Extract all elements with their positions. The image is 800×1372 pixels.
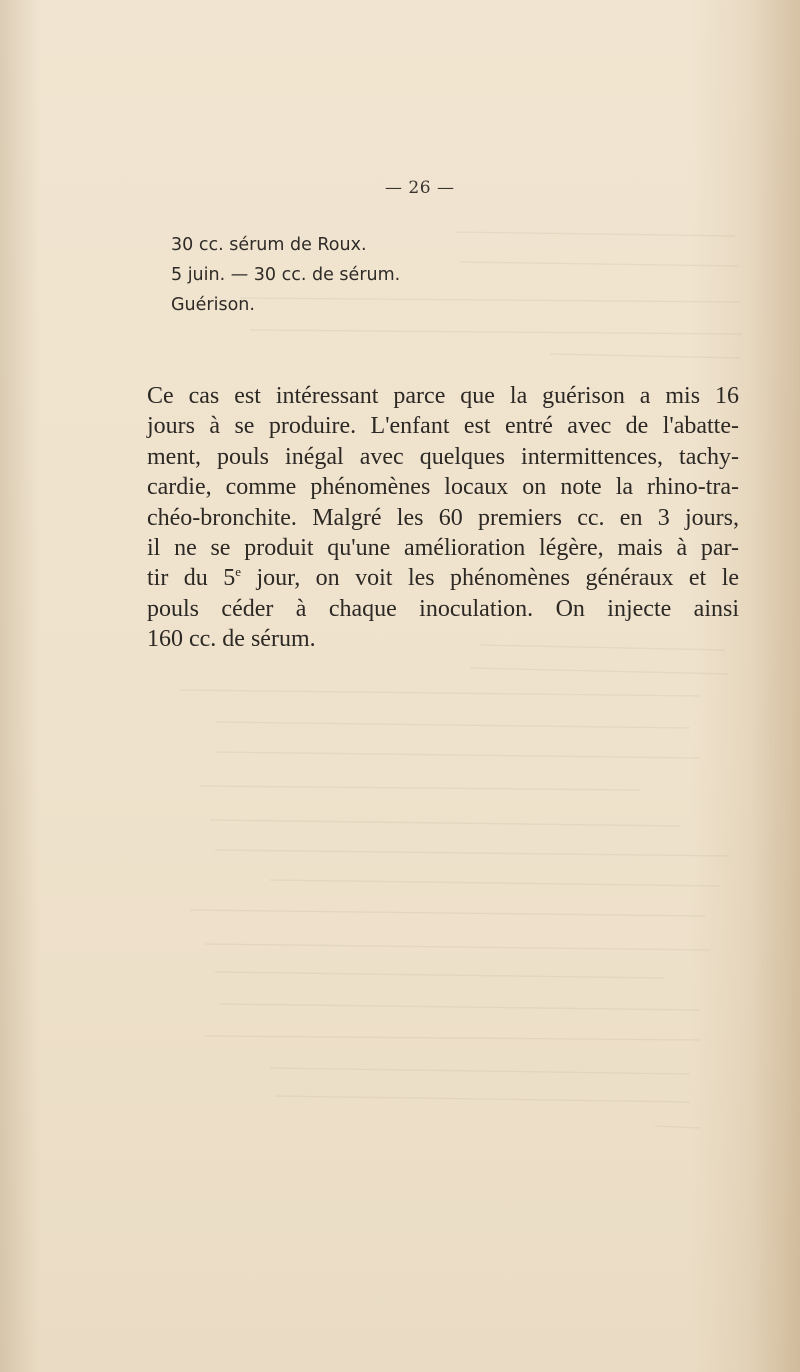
paragraph-line-5: chéo-bronchite. Malgré les 60 premiers cc. en 3 jours, [147,504,739,531]
paragraph-line-2: jours à se produire. L'enfant est entré avec de l'abatte- [147,413,739,440]
paragraph-line-7 [147,563,739,593]
note-line-2: 5 juin. — 30 cc. de sérum. [171,265,401,285]
case-notes [171,230,591,320]
line-7-end: jour, on voit les phénomènes généraux et le [241,565,740,592]
paragraph-line-9: 160 cc. de sérum. [147,626,316,653]
paragraph-line-3: ment, pouls inégal avec quelques intermittences, tachy- [147,443,739,470]
note-line-1: 30 cc. sérum de Roux. [171,235,367,255]
superscript-e: e [235,564,242,580]
note-line-3: Guérison. [171,295,255,315]
paragraph-line-8: pouls céder à chaque inoculation. On injecte ainsi [147,595,739,622]
page-number: — 26 — [385,178,455,198]
case-commentary [147,381,739,655]
paragraph-line-4: cardie, comme phénomènes locaux on note la rhino-tra- [147,474,739,501]
line-7-start: tir du 5 [147,565,236,592]
paragraph-line-6: il ne se produit qu'une amélioration légère, mais à par- [147,535,739,562]
paragraph-line-1: Ce cas est intéressant parce que la guérison a mis 16 [147,383,739,409]
